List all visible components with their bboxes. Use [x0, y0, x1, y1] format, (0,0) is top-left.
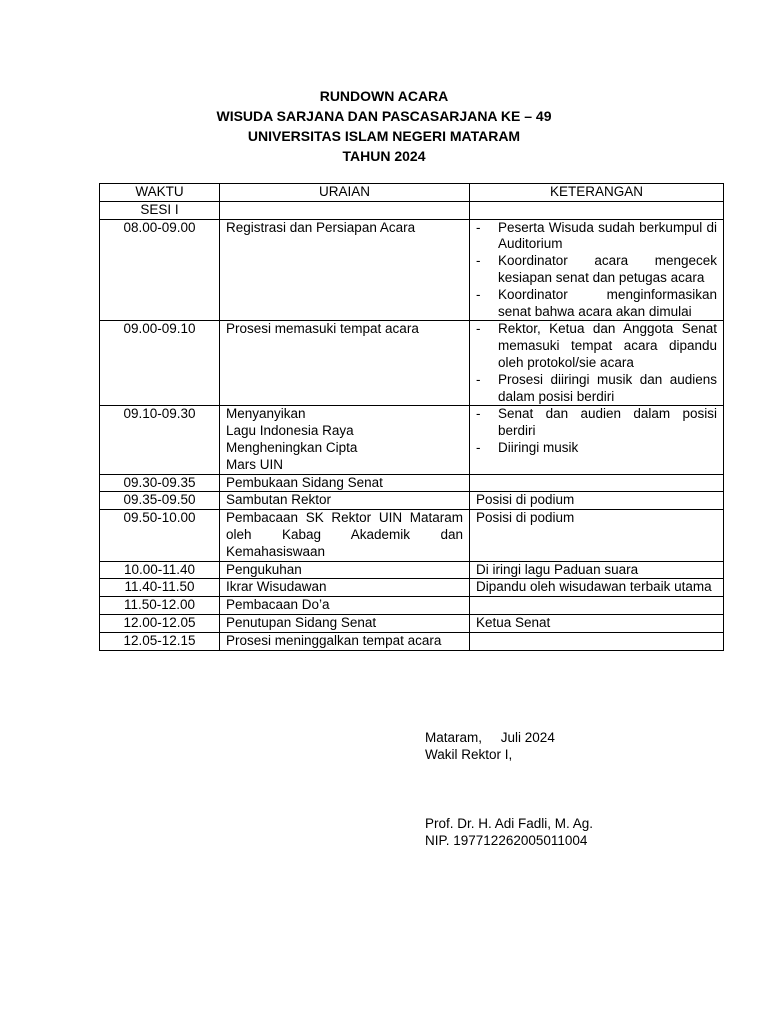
keterangan-item: - Koordinator menginformasikan senat bahwa acara akan dimulai	[476, 287, 717, 321]
cell-uraian	[220, 579, 470, 597]
signature-position: Wakil Rektor I,	[425, 747, 513, 762]
table-row	[100, 406, 724, 474]
keterangan-list	[476, 406, 717, 456]
table-row	[100, 492, 724, 510]
title-line-2: WISUDA SARJANA DAN PASCASARJANA KE – 49	[216, 108, 552, 124]
cell-keterangan: Di iringi lagu Paduan suara	[470, 561, 724, 579]
uraian-line: Pembacaan Do’a	[226, 597, 330, 613]
uraian-line: Mengheningkan Cipta	[226, 439, 358, 455]
uraian-line: Lagu Indonesia Raya	[226, 423, 354, 439]
signature-name: Prof. Dr. H. Adi Fadli, M. Ag.	[425, 816, 594, 831]
title-line-1: RUNDOWN ACARA	[319, 88, 449, 104]
uraian-line: Mars UIN	[226, 456, 283, 472]
session-row	[100, 201, 724, 219]
cell-waktu: 09.10-09.30	[100, 406, 220, 474]
cell-uraian	[220, 321, 470, 406]
cell-uraian	[220, 597, 470, 615]
cell-keterangan	[470, 219, 724, 321]
uraian-line: Ikrar Wisudawan	[226, 579, 327, 595]
cell-keterangan	[470, 632, 724, 650]
uraian-line: Penutupan Sidang Senat	[226, 614, 377, 630]
uraian-line: Pembacaan SK Rektor UIN Mataram oleh Kabag Akademik dan Kemahasiswaan	[226, 510, 463, 559]
header-keterangan: KETERANGAN	[470, 184, 724, 202]
cell-waktu: 12.05-12.15	[100, 632, 220, 650]
keterangan-item: - Prosesi diiringi musik dan audiens dalam posisi berdiri	[476, 372, 717, 406]
uraian-line: Sambutan Rektor	[226, 492, 332, 508]
table-row	[100, 510, 724, 561]
title-line-4: TAHUN 2024	[342, 148, 426, 164]
uraian-line: Pengukuhan	[226, 561, 302, 577]
session-empty-cell	[220, 201, 470, 219]
document-title	[0, 86, 768, 166]
uraian-line: Registrasi dan Persiapan Acara	[226, 219, 416, 235]
table-row	[100, 632, 724, 650]
keterangan-item: - Diiringi musik	[476, 440, 717, 457]
table-header-row	[100, 184, 724, 202]
signature-date-line	[425, 729, 593, 746]
header-waktu: WAKTU	[100, 184, 220, 202]
cell-waktu: 10.00-11.40	[100, 561, 220, 579]
uraian-line: Pembukaan Sidang Senat	[226, 474, 383, 490]
cell-uraian	[220, 632, 470, 650]
cell-keterangan	[470, 321, 724, 406]
cell-waktu: 12.00-12.05	[100, 614, 220, 632]
cell-uraian	[220, 510, 470, 561]
signature-block	[425, 729, 593, 849]
cell-waktu: 09.00-09.10	[100, 321, 220, 406]
signature-place: Mataram,	[425, 730, 483, 745]
table-row	[100, 474, 724, 492]
keterangan-item: - Peserta Wisuda sudah berkumpul di Auditorium	[476, 220, 717, 254]
signature-nip: NIP. 197712262005011004	[425, 833, 588, 848]
cell-waktu: 11.40-11.50	[100, 579, 220, 597]
rundown-table	[99, 183, 724, 651]
cell-keterangan	[470, 406, 724, 474]
keterangan-item: - Rektor, Ketua dan Anggota Senat memasuki tempat acara dipandu oleh protokol/sie acara	[476, 321, 717, 371]
cell-keterangan: Posisi di podium	[470, 510, 724, 561]
signature-date: Juli 2024	[500, 730, 555, 745]
session-empty-cell	[470, 201, 724, 219]
cell-uraian	[220, 474, 470, 492]
cell-keterangan: Ketua Senat	[470, 614, 724, 632]
cell-uraian	[220, 219, 470, 321]
table-row	[100, 579, 724, 597]
table-row	[100, 597, 724, 615]
cell-keterangan: Posisi di podium	[470, 492, 724, 510]
table-row	[100, 614, 724, 632]
keterangan-item: - Koordinator acara mengecek kesiapan senat dan petugas acara	[476, 253, 717, 287]
uraian-line: Menyanyikan	[226, 406, 306, 422]
cell-waktu: 08.00-09.00	[100, 219, 220, 321]
cell-waktu: 09.50-10.00	[100, 510, 220, 561]
table-row	[100, 321, 724, 406]
cell-keterangan	[470, 474, 724, 492]
header-uraian: URAIAN	[220, 184, 470, 202]
cell-keterangan	[470, 597, 724, 615]
cell-waktu: 09.35-09.50	[100, 492, 220, 510]
cell-uraian	[220, 406, 470, 474]
cell-uraian	[220, 492, 470, 510]
cell-uraian	[220, 614, 470, 632]
keterangan-item: - Senat dan audien dalam posisi berdiri	[476, 406, 717, 440]
session-label: SESI I	[100, 201, 220, 219]
table-row	[100, 219, 724, 321]
cell-waktu: 11.50-12.00	[100, 597, 220, 615]
table-row	[100, 561, 724, 579]
title-line-3: UNIVERSITAS ISLAM NEGERI MATARAM	[247, 128, 521, 144]
keterangan-list	[476, 321, 717, 405]
uraian-line: Prosesi memasuki tempat acara	[226, 321, 419, 337]
cell-keterangan: Dipandu oleh wisudawan terbaik utama	[470, 579, 724, 597]
uraian-line: Prosesi meninggalkan tempat acara	[226, 632, 442, 648]
cell-uraian	[220, 561, 470, 579]
cell-waktu: 09.30-09.35	[100, 474, 220, 492]
keterangan-list	[476, 220, 717, 321]
